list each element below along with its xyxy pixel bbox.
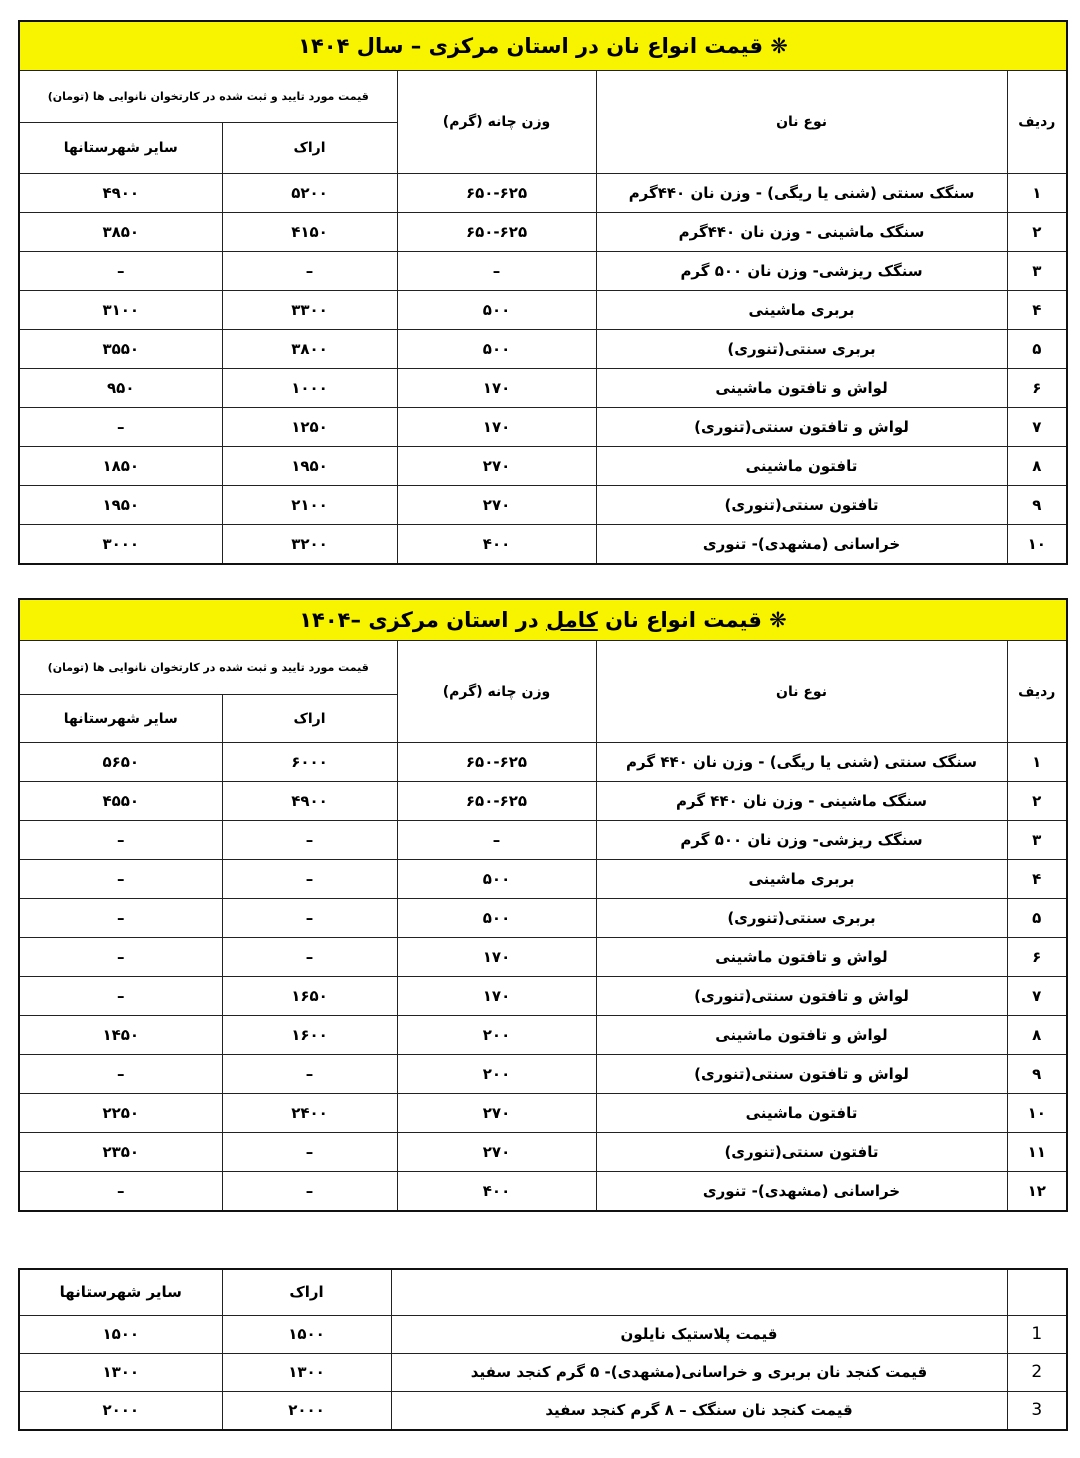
cell-dough-weight: ۲۷۰	[397, 1133, 596, 1172]
header-dough-weight: وزن چانه (گرم)	[397, 71, 596, 174]
cell-price-arak: –	[222, 252, 397, 291]
cell-row-number: ۴	[1007, 291, 1067, 330]
cell-bread-type: لواش و تافتون سنتی(تنوری)	[596, 977, 1007, 1016]
cell-dough-weight: ۱۷۰	[397, 408, 596, 447]
cell-dough-weight: ۵۰۰	[397, 291, 596, 330]
cell-price-arak: –	[222, 1133, 397, 1172]
cell-bread-type: لواش و تافتون سنتی(تنوری)	[596, 408, 1007, 447]
cell-dough-weight: –	[397, 252, 596, 291]
cell-price-arak: ۴۱۵۰	[222, 213, 397, 252]
cell-row-number: ۶	[1007, 938, 1067, 977]
header-other-cities: سایر شهرستانها	[19, 1269, 222, 1315]
cell-price-arak: –	[222, 860, 397, 899]
table-row	[19, 408, 1067, 447]
cell-price-other: ۱۹۵۰	[19, 486, 222, 525]
cell-row-number: ۹	[1007, 486, 1067, 525]
cell-price-arak: ۶۰۰۰	[222, 743, 397, 782]
cell-price-arak: ۱۶۵۰	[222, 977, 397, 1016]
cell-price-arak: ۲۴۰۰	[222, 1094, 397, 1133]
cell-bread-type: خراسانی (مشهدی)- تنوری	[596, 1172, 1007, 1211]
header-other-cities: سایر شهرستانها	[19, 695, 222, 743]
cell-price-arak: ۱۶۰۰	[222, 1016, 397, 1055]
cell-price-other: ۱۵۰۰	[19, 1315, 222, 1353]
cell-row-number: ۷	[1007, 408, 1067, 447]
cell-price-other: ۱۳۰۰	[19, 1353, 222, 1391]
cell-bread-type: سنگک ماشینی - وزن نان ۴۴۰گرم	[596, 213, 1007, 252]
cell-price-other: ۳۱۰۰	[19, 291, 222, 330]
cell-price-other: ۱۸۵۰	[19, 447, 222, 486]
header-arak: اراک	[222, 1269, 391, 1315]
header-price-group: قیمت مورد تایید و ثبت شده در کارتخوان نانوایی ها (تومان)	[19, 641, 397, 695]
header-row-number: ردیف	[1007, 71, 1067, 174]
table-row	[19, 1315, 1067, 1353]
cell-price-other: –	[19, 252, 222, 291]
cell-dough-weight: ۲۷۰	[397, 447, 596, 486]
title-part-2: در استان مرکزی –۱۴۰۴	[299, 608, 539, 632]
header-dough-weight: وزن چانه (گرم)	[397, 641, 596, 743]
cell-price-other: –	[19, 821, 222, 860]
cell-row-number: ۱	[1007, 743, 1067, 782]
cell-price-other: ۵۶۵۰	[19, 743, 222, 782]
whole-bread-price-table	[18, 598, 1068, 1212]
cell-price-other: ۹۵۰	[19, 369, 222, 408]
cell-row-number: ۱۱	[1007, 1133, 1067, 1172]
header-row-number: ردیف	[1007, 641, 1067, 743]
table-row	[19, 174, 1067, 213]
title-part-1: ❋ قیمت انواع نان	[605, 608, 787, 632]
cell-dough-weight: ۵۰۰	[397, 330, 596, 369]
cell-dough-weight: ۲۷۰	[397, 1094, 596, 1133]
table-row	[19, 1055, 1067, 1094]
cell-item: قیمت پلاستیک نایلون	[391, 1315, 1007, 1353]
title-emphasis: کامل	[545, 608, 598, 632]
table-row	[19, 213, 1067, 252]
table-row	[19, 899, 1067, 938]
cell-price-arak: ۵۲۰۰	[222, 174, 397, 213]
cell-row-number: ۷	[1007, 977, 1067, 1016]
cell-price-other: ۲۰۰۰	[19, 1391, 222, 1430]
cell-price-arak: ۱۵۰۰	[222, 1315, 391, 1353]
cell-row-number: ۵	[1007, 330, 1067, 369]
cell-row-number: ۱۰	[1007, 1094, 1067, 1133]
table-row	[19, 1391, 1067, 1430]
cell-bread-type: تافتون سنتی(تنوری)	[596, 486, 1007, 525]
bread-price-table	[18, 20, 1068, 565]
cell-dough-weight: –	[397, 821, 596, 860]
cell-dough-weight: ۴۰۰	[397, 1172, 596, 1211]
cell-dough-weight: ۵۰۰	[397, 860, 596, 899]
cell-price-other: –	[19, 1055, 222, 1094]
cell-bread-type: تافتون ماشینی	[596, 447, 1007, 486]
cell-price-other: –	[19, 938, 222, 977]
cell-bread-type: خراسانی (مشهدی)- تنوری	[596, 525, 1007, 564]
cell-price-arak: ۱۹۵۰	[222, 447, 397, 486]
cell-bread-type: بربری ماشینی	[596, 860, 1007, 899]
table-row	[19, 860, 1067, 899]
header-bread-type: نوع نان	[596, 641, 1007, 743]
cell-bread-type: تافتون ماشینی	[596, 1094, 1007, 1133]
header-price-group: قیمت مورد تایید و ثبت شده در کارتخوان نانوایی ها (تومان)	[19, 71, 397, 123]
table-row	[19, 1172, 1067, 1211]
cell-item: قیمت کنجد نان بربری و خراسانی(مشهدی)- ۵ گرم کنجد سفید	[391, 1353, 1007, 1391]
cell-row-number: 2	[1007, 1353, 1067, 1391]
cell-dough-weight: ۶۵۰-۶۲۵	[397, 782, 596, 821]
header-arak: اراک	[222, 123, 397, 174]
cell-price-arak: ۲۰۰۰	[222, 1391, 391, 1430]
cell-item: قیمت کنجد نان سنگک – ۸ گرم کنجد سفید	[391, 1391, 1007, 1430]
cell-price-arak: ۳۳۰۰	[222, 291, 397, 330]
cell-bread-type: لواش و تافتون سنتی(تنوری)	[596, 1055, 1007, 1094]
cell-bread-type: لواش و تافتون ماشینی	[596, 369, 1007, 408]
cell-price-other: ۳۸۵۰	[19, 213, 222, 252]
table-row	[19, 369, 1067, 408]
cell-price-arak: –	[222, 899, 397, 938]
cell-bread-type: لواش و تافتون ماشینی	[596, 938, 1007, 977]
cell-price-arak: ۲۱۰۰	[222, 486, 397, 525]
cell-row-number: ۲	[1007, 213, 1067, 252]
cell-bread-type: لواش و تافتون ماشینی	[596, 1016, 1007, 1055]
cell-price-arak: ۱۲۵۰	[222, 408, 397, 447]
table-row	[19, 938, 1067, 977]
header-bread-type: نوع نان	[596, 71, 1007, 174]
header-arak: اراک	[222, 695, 397, 743]
table-row	[19, 977, 1067, 1016]
cell-price-arak: ۱۰۰۰	[222, 369, 397, 408]
table-row	[19, 525, 1067, 564]
cell-price-other: –	[19, 1172, 222, 1211]
cell-dough-weight: ۶۵۰-۶۲۵	[397, 743, 596, 782]
cell-price-arak: ۳۲۰۰	[222, 525, 397, 564]
header-other-cities: سایر شهرستانها	[19, 123, 222, 174]
cell-row-number: ۲	[1007, 782, 1067, 821]
table-row	[19, 821, 1067, 860]
table-row	[19, 1016, 1067, 1055]
cell-price-other: ۳۵۵۰	[19, 330, 222, 369]
extras-price-table	[18, 1268, 1068, 1431]
cell-price-arak: –	[222, 1055, 397, 1094]
cell-row-number: ۶	[1007, 369, 1067, 408]
table-row	[19, 1353, 1067, 1391]
table-row	[19, 743, 1067, 782]
cell-price-other: ۲۲۵۰	[19, 1094, 222, 1133]
cell-row-number: ۸	[1007, 1016, 1067, 1055]
cell-dough-weight: ۴۰۰	[397, 525, 596, 564]
cell-price-other: –	[19, 899, 222, 938]
cell-row-number: ۸	[1007, 447, 1067, 486]
cell-price-other: ۴۵۵۰	[19, 782, 222, 821]
cell-price-arak: –	[222, 938, 397, 977]
cell-bread-type: بربری ماشینی	[596, 291, 1007, 330]
cell-bread-type: سنگک سنتی (شنی یا ریگی) - وزن نان ۴۴۰ گرم	[596, 743, 1007, 782]
cell-row-number: ۱	[1007, 174, 1067, 213]
cell-row-number: ۱۲	[1007, 1172, 1067, 1211]
table-row	[19, 1094, 1067, 1133]
table-title: ❋ قیمت انواع نان در استان مرکزی – سال ۱۴۰۴	[19, 21, 1067, 71]
cell-row-number: ۴	[1007, 860, 1067, 899]
cell-bread-type: تافتون سنتی(تنوری)	[596, 1133, 1007, 1172]
cell-row-number: ۹	[1007, 1055, 1067, 1094]
table-row	[19, 252, 1067, 291]
table-row	[19, 486, 1067, 525]
cell-price-other: ۴۹۰۰	[19, 174, 222, 213]
cell-row-number: ۳	[1007, 252, 1067, 291]
cell-price-other: –	[19, 860, 222, 899]
cell-dough-weight: ۲۷۰	[397, 486, 596, 525]
cell-dough-weight: ۶۵۰-۶۲۵	[397, 174, 596, 213]
cell-dough-weight: ۱۷۰	[397, 938, 596, 977]
cell-price-other: ۳۰۰۰	[19, 525, 222, 564]
table-row	[19, 1133, 1067, 1172]
cell-dough-weight: ۵۰۰	[397, 899, 596, 938]
header-empty-number	[1007, 1269, 1067, 1315]
cell-row-number: ۱۰	[1007, 525, 1067, 564]
cell-price-arak: –	[222, 821, 397, 860]
cell-price-arak: ۱۳۰۰	[222, 1353, 391, 1391]
cell-bread-type: بربری سنتی(تنوری)	[596, 899, 1007, 938]
table-row	[19, 447, 1067, 486]
table-row	[19, 291, 1067, 330]
cell-row-number: 1	[1007, 1315, 1067, 1353]
cell-price-other: –	[19, 977, 222, 1016]
cell-dough-weight: ۱۷۰	[397, 977, 596, 1016]
cell-bread-type: سنگک ریزشی- وزن نان ۵۰۰ گرم	[596, 252, 1007, 291]
cell-price-arak: ۴۹۰۰	[222, 782, 397, 821]
cell-dough-weight: ۲۰۰	[397, 1016, 596, 1055]
cell-price-other: ۲۳۵۰	[19, 1133, 222, 1172]
cell-bread-type: بربری سنتی(تنوری)	[596, 330, 1007, 369]
cell-price-other: ۱۴۵۰	[19, 1016, 222, 1055]
cell-dough-weight: ۶۵۰-۶۲۵	[397, 213, 596, 252]
cell-bread-type: سنگک ریزشی- وزن نان ۵۰۰ گرم	[596, 821, 1007, 860]
table-row	[19, 782, 1067, 821]
table-title	[19, 599, 1067, 641]
cell-price-arak: –	[222, 1172, 397, 1211]
cell-row-number: ۳	[1007, 821, 1067, 860]
cell-dough-weight: ۲۰۰	[397, 1055, 596, 1094]
cell-row-number: ۵	[1007, 899, 1067, 938]
cell-row-number: 3	[1007, 1391, 1067, 1430]
cell-bread-type: سنگک ماشینی - وزن نان ۴۴۰ گرم	[596, 782, 1007, 821]
cell-bread-type: سنگک سنتی (شنی یا ریگی) - وزن نان ۴۴۰گرم	[596, 174, 1007, 213]
cell-dough-weight: ۱۷۰	[397, 369, 596, 408]
cell-price-arak: ۳۸۰۰	[222, 330, 397, 369]
table-row	[19, 330, 1067, 369]
header-empty-item	[391, 1269, 1007, 1315]
cell-price-other: –	[19, 408, 222, 447]
